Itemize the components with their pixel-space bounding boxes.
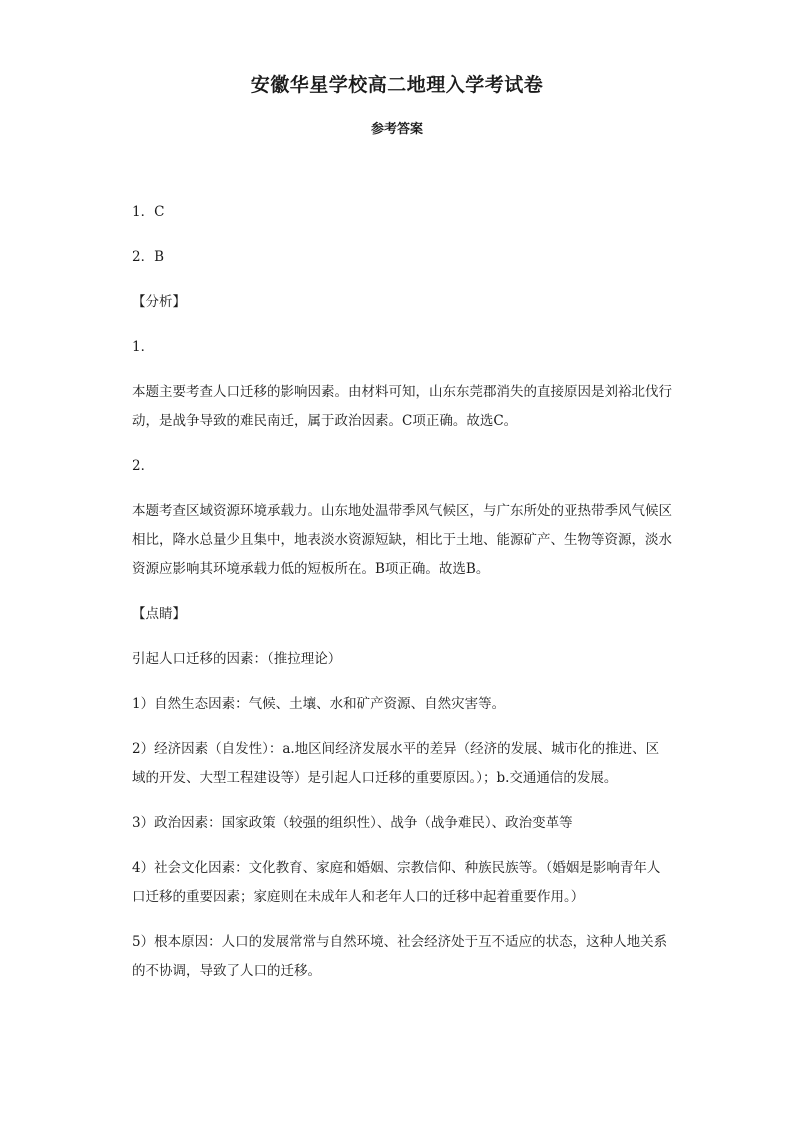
answer-content (132, 198, 672, 1002)
tips-heading: 【点睛】 (132, 606, 186, 622)
analysis-1-label: 1． (132, 339, 155, 355)
tips-item-5: 5）根本原因：人口的发展常常与自然环境、社会经济处于互不适应的状态，这种人地关系的不协调，导致了人口的迁移。 (132, 934, 668, 979)
tips-item-4: 4）社会文化因素：文化教育、家庭和婚姻、宗教信仰、种族民族等。（婚姻是影响青年人口迁移的重要因素；家庭则在未成年人和老年人口的迁移中起着重要作用。） (132, 860, 661, 905)
answer-1: 1．C (132, 204, 165, 220)
tips-item-3: 3）政治因素：国家政策（较强的组织性）、战争（战争难民）、政治变革等 (132, 815, 573, 831)
analysis-2-label: 2． (132, 458, 155, 474)
tips-item-2: 2）经济因素（自发性）：a.地区间经济发展水平的差异（经济的发展、城市化的推进、区域的开发、大型工程建设等）是引起人口迁移的重要原因。）；b.交通通信的发展。 (132, 741, 660, 786)
tips-intro: 引起人口迁移的因素：（推拉理论） (132, 651, 342, 667)
answer-2: 2．B (132, 249, 165, 265)
analysis-2-text: 本题考查区域资源环境承载力。山东地处温带季风气候区，与广东所处的亚热带季风气候区相比，降水总量少且集中，地表淡水资源短缺，相比于土地、能源矿产、生物等资源，淡水资源应影响其环境承载力低的短板所在。B项正确。故选B。 (132, 503, 672, 577)
analysis-1-text: 本题主要考查人口迁移的影响因素。由材料可知，山东东莞郡消失的直接原因是刘裕北伐行动，是战争导致的难民南迁，属于政治因素。C项正确。故选C。 (132, 384, 672, 429)
tips-item-1: 1）自然生态因素：气候、土壤、水和矿产资源、自然灾害等。 (132, 696, 506, 712)
document-title: 安徽华星学校高二地理入学考试卷 (250, 74, 544, 96)
analysis-heading: 【分析】 (132, 294, 186, 310)
document-subtitle: 参考答案 (370, 122, 423, 137)
